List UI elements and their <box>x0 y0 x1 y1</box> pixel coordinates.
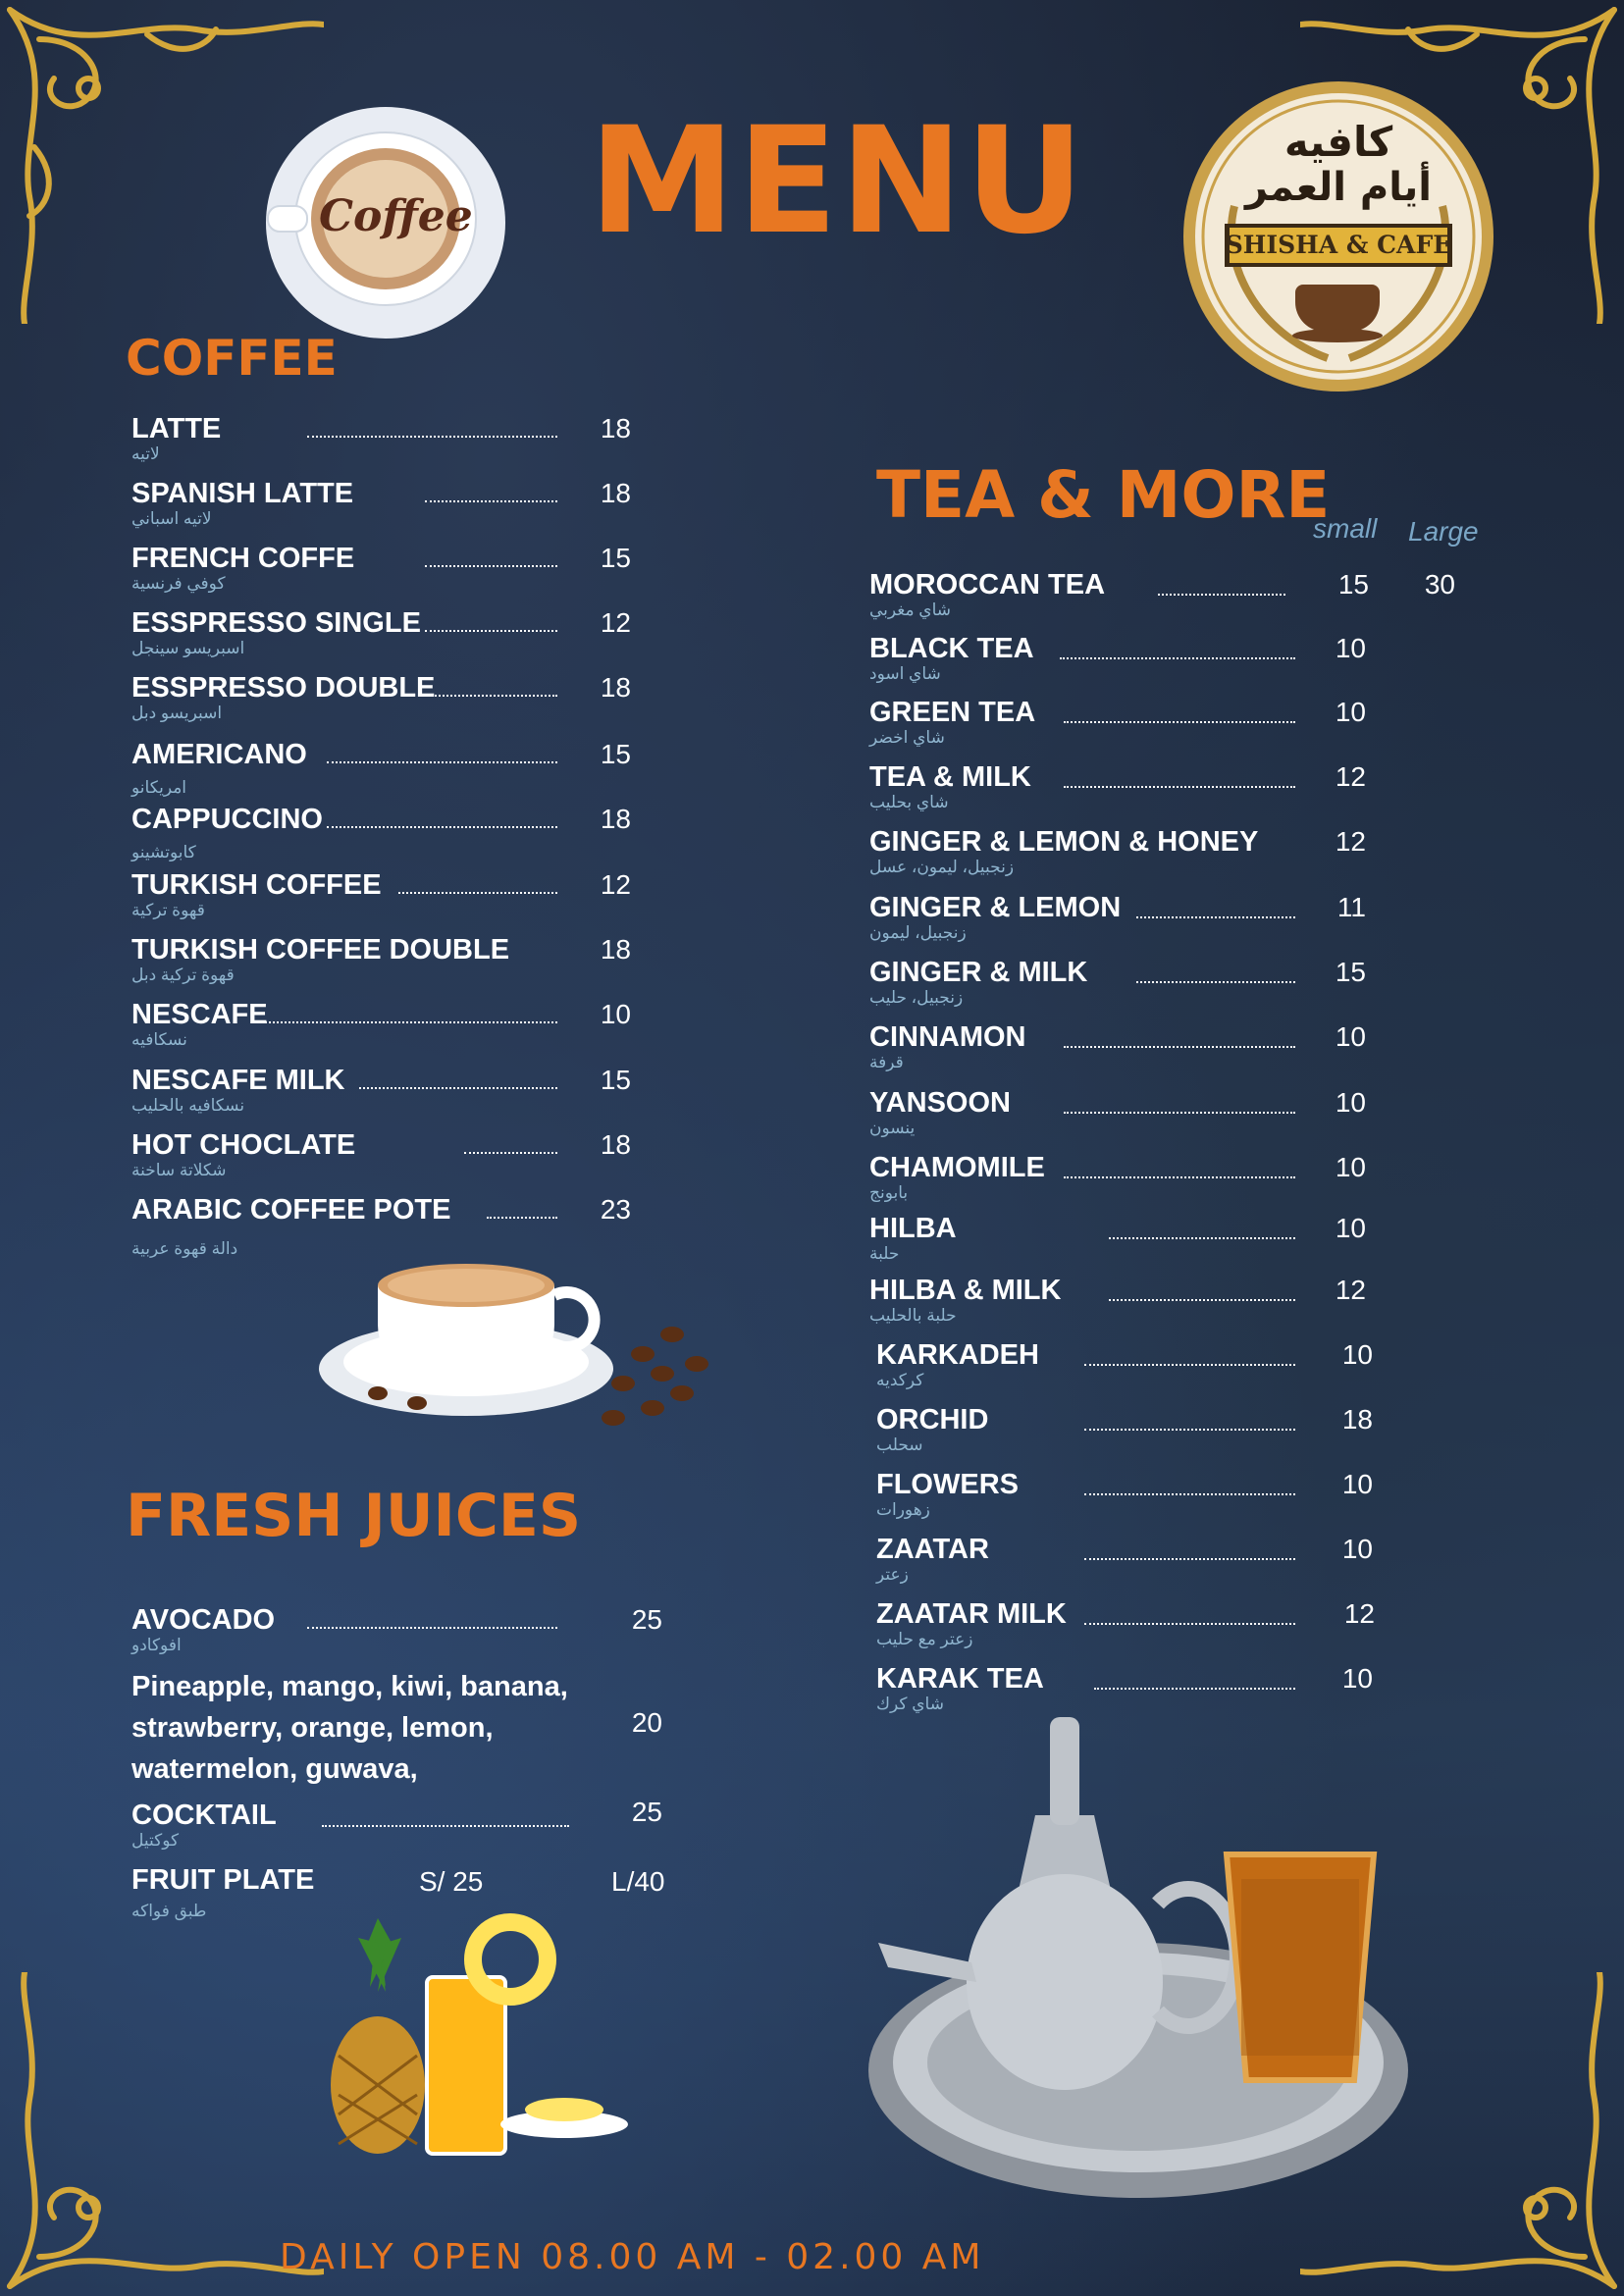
dot-leader <box>1109 1299 1295 1301</box>
item-name: AMERICANO <box>131 739 307 770</box>
dot-leader <box>327 761 557 763</box>
item-name: NESCAFE MILK <box>131 1065 345 1096</box>
coffee-item-price: 15 <box>600 739 631 769</box>
item-arabic-name: كوكتيل <box>131 1831 180 1850</box>
item-name: ESSPRESSO SINGLE <box>131 607 421 639</box>
tea-item <box>876 1341 1039 1388</box>
tea-item-price: 12 <box>1335 1275 1366 1305</box>
tea-item-price: 10 <box>1341 1663 1373 1694</box>
item-name: CAPPUCCINO <box>131 804 323 835</box>
page-title: MENU <box>589 96 1087 267</box>
coffee-heading: COFFEE <box>126 330 338 387</box>
tea-item-price: 11 <box>1336 892 1366 922</box>
coffee-item <box>131 480 353 527</box>
tea-item-price: 12 <box>1335 826 1366 857</box>
item-name: AVOCADO <box>131 1604 276 1636</box>
dot-leader <box>1084 1558 1295 1560</box>
item-arabic-name: لاتيه <box>131 444 160 463</box>
item-arabic-name: كوفي فرنسية <box>131 574 226 593</box>
item-name: ZAATAR <box>876 1534 989 1565</box>
dot-leader <box>327 826 557 828</box>
item-name: FRUIT PLATE <box>131 1864 315 1896</box>
tea-item <box>869 828 1258 875</box>
tea-set-image <box>864 1697 1413 2208</box>
logo-arabic-line-1: كافيه <box>1283 118 1393 166</box>
dot-leader <box>425 630 557 632</box>
item-name: FLOWERS <box>876 1469 1019 1500</box>
coffee-item-price: 10 <box>600 999 631 1029</box>
item-name: TURKISH COFFEE <box>131 869 382 901</box>
tea-item <box>876 1471 1019 1518</box>
coffee-item-price: 18 <box>600 478 631 508</box>
tea-item-price: 18 <box>1341 1404 1373 1435</box>
fruit-plate-small-price: S/ 25 <box>419 1866 484 1897</box>
coffee-item-price: 12 <box>600 607 631 638</box>
item-arabic-name: زنجبيل، ليمون <box>869 923 967 942</box>
mixed-juice-line-2: strawberry, orange, lemon, <box>131 1712 494 1744</box>
item-arabic-name: شاي اسود <box>869 664 941 683</box>
item-name: KARAK TEA <box>876 1663 1044 1695</box>
mixed-juice-description <box>131 1666 568 1790</box>
coffee-item-price: 18 <box>600 1129 631 1160</box>
coffee-cup-image <box>260 103 510 343</box>
tea-item-price: 10 <box>1341 1469 1373 1499</box>
item-name: CINNAMON <box>869 1021 1026 1053</box>
item-arabic-name: شاي بحليب <box>869 793 949 811</box>
coffee-item-price: 18 <box>600 934 631 965</box>
tea-item <box>869 1089 1011 1136</box>
dot-leader <box>1084 1429 1295 1431</box>
item-name: GINGER & MILK <box>869 957 1088 988</box>
item-name: SPANISH LATTE <box>131 478 354 509</box>
tea-item-price: 10 <box>1335 1087 1366 1118</box>
item-arabic-name: كابوتشينو <box>131 843 196 861</box>
tea-item-price: 12 <box>1343 1598 1375 1629</box>
logo-arabic-line-2: أيام العمر <box>1245 165 1432 210</box>
dot-leader <box>1064 786 1295 788</box>
item-name: TEA & MILK <box>869 761 1031 793</box>
coffee-item <box>131 545 354 592</box>
coffee-item-price: 12 <box>600 869 631 900</box>
tea-item <box>876 1406 988 1453</box>
tea-item-price: 10 <box>1341 1339 1373 1370</box>
dot-leader <box>398 892 557 894</box>
item-name: COCKTAIL <box>131 1800 277 1831</box>
item-arabic-name: نسكافيه بالحليب <box>131 1096 245 1115</box>
tea-item <box>869 894 1121 941</box>
tea-item <box>869 1154 1045 1201</box>
item-arabic-name: حلبة <box>869 1244 900 1263</box>
tea-item-price: 10 <box>1335 1021 1366 1052</box>
cafe-logo <box>1180 78 1496 394</box>
mixed-juice-price: 20 <box>631 1707 662 1738</box>
tea-item-price: 10 <box>1335 633 1366 663</box>
item-arabic-name: امريكانو <box>131 778 187 797</box>
tea-item <box>869 571 1105 618</box>
coffee-item <box>131 741 307 796</box>
tea-item-price: 10 <box>1335 1213 1366 1243</box>
item-name: NESCAFE <box>131 999 268 1030</box>
coffee-item-price: 15 <box>600 543 631 573</box>
tea-item-large-price: 30 <box>1424 569 1455 600</box>
fruit-plate-large-price: L/40 <box>611 1866 665 1897</box>
coffee-item <box>131 936 509 983</box>
item-arabic-name: قهوة تركية دبل <box>131 965 235 984</box>
dot-leader <box>425 500 557 502</box>
dot-leader <box>464 1152 557 1154</box>
dot-leader <box>425 565 557 567</box>
coffee-item <box>131 609 421 656</box>
dot-leader <box>1064 1112 1295 1114</box>
item-name: GINGER & LEMON & HONEY <box>869 826 1259 858</box>
mixed-juice-line-1: Pineapple, mango, kiwi, banana, <box>131 1671 568 1702</box>
tea-item-price: 10 <box>1341 1534 1373 1564</box>
coffee-item <box>131 1067 345 1114</box>
item-arabic-name: حلبة بالحليب <box>869 1306 957 1325</box>
tea-heading: TEA & MORE <box>876 457 1331 533</box>
coffee-item <box>131 415 221 462</box>
coffee-item <box>131 674 435 721</box>
item-name: KARKADEH <box>876 1339 1039 1371</box>
item-arabic-name: افوكادو <box>131 1636 182 1654</box>
tea-item-price: 12 <box>1335 761 1366 792</box>
juice-and-pineapple-image <box>319 1899 633 2168</box>
coffee-item-price: 18 <box>600 413 631 444</box>
tea-item <box>869 1277 1061 1324</box>
juice-avocado-price: 25 <box>631 1604 662 1635</box>
item-name: CHAMOMILE <box>869 1152 1045 1183</box>
item-arabic-name: زعتر <box>876 1565 909 1584</box>
item-arabic-name: طبق فواكه <box>131 1902 207 1920</box>
item-arabic-name: شكلاتة ساخنة <box>131 1161 227 1179</box>
tea-item <box>869 635 1034 682</box>
tea-item <box>869 959 1087 1006</box>
item-arabic-name: نسكافيه <box>131 1030 187 1049</box>
juice-cocktail <box>131 1801 277 1849</box>
item-arabic-name: شاي مغربي <box>869 600 952 619</box>
coffee-item-price: 18 <box>600 672 631 703</box>
coffee-item-price: 15 <box>600 1065 631 1095</box>
dot-leader <box>1064 1046 1295 1048</box>
dot-leader <box>1064 1176 1295 1178</box>
fresh-juices-heading: FRESH JUICES <box>126 1482 582 1550</box>
juice-fruit-plate <box>131 1866 314 1919</box>
tea-item <box>876 1536 989 1583</box>
item-name: ORCHID <box>876 1404 989 1435</box>
item-arabic-name: اسبريسو دبل <box>131 704 223 722</box>
logo-ribbon-text: SHISHA & CAFE <box>1225 231 1452 259</box>
item-name: LATTE <box>131 413 222 444</box>
coffee-cup-label: Coffee <box>319 191 473 241</box>
tea-item <box>869 1023 1026 1070</box>
coffee-item-price: 23 <box>600 1194 631 1225</box>
item-arabic-name: زنجبيل، ليمون، عسل <box>869 858 1015 876</box>
dot-leader <box>1084 1493 1295 1495</box>
item-name: ESSPRESSO DOUBLE <box>131 672 436 704</box>
dot-leader <box>1136 981 1295 983</box>
item-name: FRENCH COFFE <box>131 543 355 574</box>
tea-item-price: 15 <box>1337 569 1369 600</box>
coffee-item <box>131 1131 355 1178</box>
dot-leader <box>487 1217 557 1219</box>
item-name: HILBA & MILK <box>869 1275 1062 1306</box>
dot-leader <box>359 1087 557 1089</box>
coffee-item-price: 18 <box>600 804 631 834</box>
item-arabic-name: سحلب <box>876 1435 923 1454</box>
small-size-label: small <box>1313 513 1378 544</box>
coffee-item <box>131 1001 268 1048</box>
item-name: MOROCCAN TEA <box>869 569 1106 600</box>
item-arabic-name: لاتيه اسباني <box>131 509 212 528</box>
dot-leader <box>258 1021 557 1023</box>
tea-item <box>869 763 1031 810</box>
item-arabic-name: كركديه <box>876 1371 924 1389</box>
item-name: ARABIC COFFEE POTE <box>131 1194 451 1226</box>
item-name: ZAATAR MILK <box>876 1598 1067 1630</box>
dot-leader <box>1060 657 1295 659</box>
dot-leader <box>1084 1364 1295 1366</box>
item-arabic-name: زعتر مع حليب <box>876 1630 973 1648</box>
item-name: YANSOON <box>869 1087 1011 1119</box>
item-name: GREEN TEA <box>869 697 1036 728</box>
item-arabic-name: قرفة <box>869 1053 904 1071</box>
juice-cocktail-price: 25 <box>631 1797 662 1827</box>
dot-leader <box>307 1627 557 1629</box>
item-name: BLACK TEA <box>869 633 1034 664</box>
opening-hours: DAILY OPEN 08.00 AM - 02.00 AM <box>280 2237 985 2277</box>
item-name: GINGER & LEMON <box>869 892 1122 923</box>
mixed-juice-line-3: watermelon, guwava, <box>131 1753 418 1785</box>
dot-leader <box>307 436 557 438</box>
tea-item-price: 15 <box>1335 957 1366 987</box>
coffee-cup-with-beans-image <box>319 1246 721 1452</box>
dot-leader <box>1109 1237 1295 1239</box>
dot-leader <box>420 695 557 697</box>
tea-item-price: 10 <box>1335 1152 1366 1182</box>
item-arabic-name: اسبريسو سينجل <box>131 639 245 657</box>
coffee-item <box>131 871 382 918</box>
large-size-label: Large <box>1408 516 1479 547</box>
dot-leader <box>1158 594 1285 596</box>
item-arabic-name: شاي كرك <box>876 1695 944 1713</box>
item-name: TURKISH COFFEE DOUBLE <box>131 934 510 965</box>
tea-item <box>869 699 1035 746</box>
item-arabic-name: زهورات <box>876 1500 930 1519</box>
item-arabic-name: ينسون <box>869 1119 916 1137</box>
dot-leader <box>1136 916 1295 918</box>
item-name: HILBA <box>869 1213 957 1244</box>
dot-leader <box>1094 1688 1295 1690</box>
corner-ornament-bottom-left <box>0 1972 324 2296</box>
item-arabic-name: قهوة تركية <box>131 901 205 919</box>
item-name: HOT CHOCLATE <box>131 1129 356 1161</box>
item-arabic-name: بابونج <box>869 1183 909 1202</box>
tea-item <box>876 1600 1067 1647</box>
dot-leader <box>1064 721 1295 723</box>
tea-item-price: 10 <box>1335 697 1366 727</box>
dot-leader <box>1084 1623 1295 1625</box>
item-arabic-name: شاي اخضر <box>869 728 945 747</box>
item-arabic-name: زنجبيل، حليب <box>869 988 964 1007</box>
coffee-item <box>131 806 323 861</box>
dot-leader <box>322 1825 569 1827</box>
item-arabic-name: دالة قهوة عربية <box>131 1239 238 1258</box>
juice-avocado <box>131 1606 275 1653</box>
tea-item <box>869 1215 957 1262</box>
